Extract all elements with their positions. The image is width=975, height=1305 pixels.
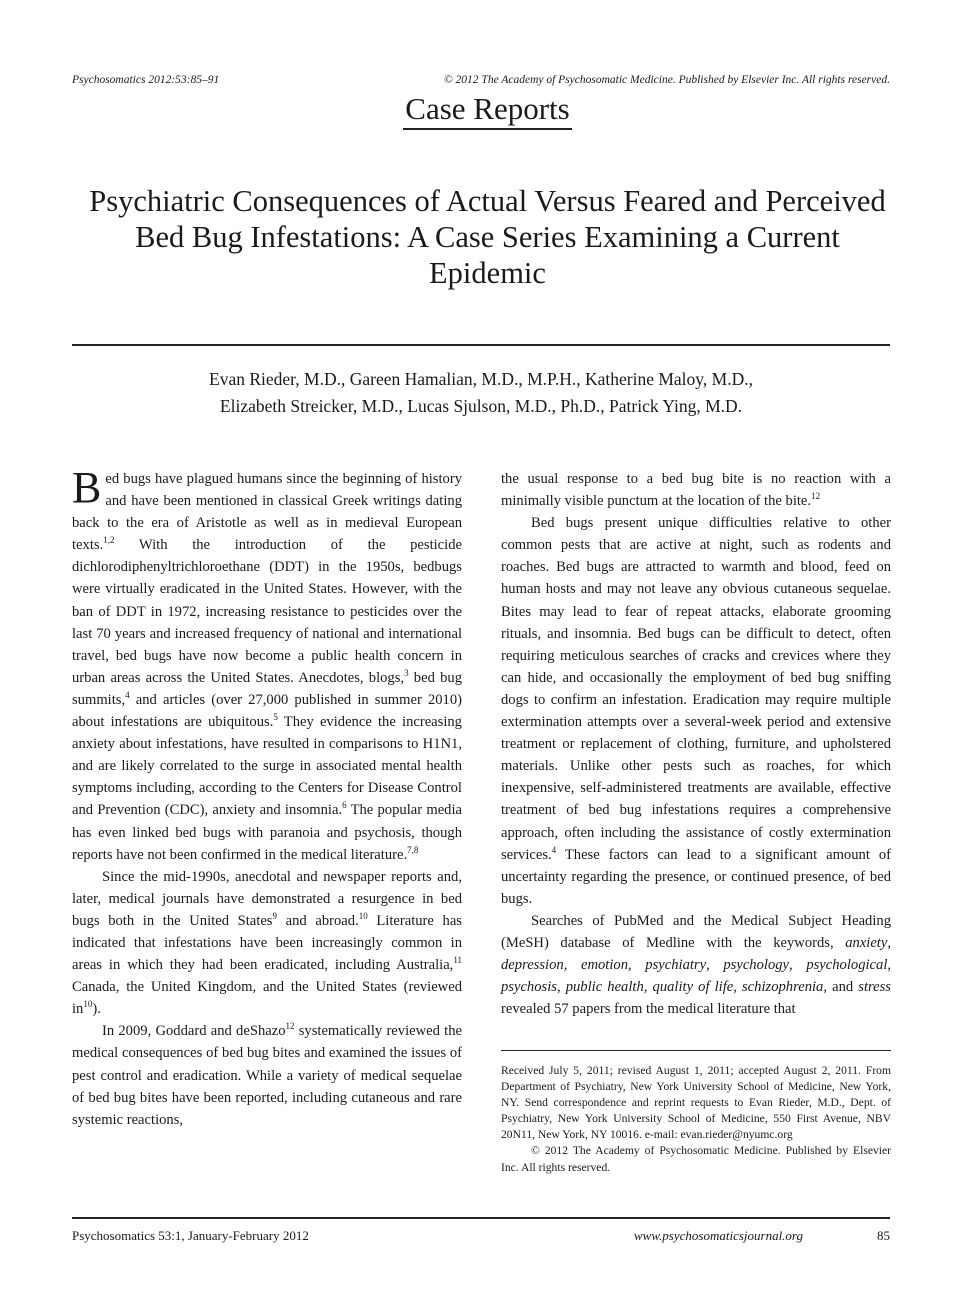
text-run: systematically reviewed the medical consequences of bed bug bites and examined the issues of pest control and eradication. While a variety of medical sequelae of bed bug bites have been reported, including cutaneous and rare systemic reactions, [72, 1023, 462, 1128]
citation-ref[interactable]: 6 [342, 800, 347, 811]
drop-cap: B [72, 463, 102, 512]
copyright-header: © 2012 The Academy of Psychosomatic Medicine. Published by Elsevier Inc. All rights reserved. [443, 74, 890, 86]
keyword: emotion [580, 957, 629, 974]
citation-ref[interactable]: 11 [453, 955, 462, 966]
text-run: revealed 57 papers from the medical literature that [501, 1001, 796, 1018]
paragraph-3-continued [501, 468, 891, 512]
text-run: In 2009, Goddard and deShazo [102, 1023, 286, 1040]
received-note: Received July 5, 2011; revised August 1, 2011; accepted August 2, 2011. From Department of Psychiatry, New York University School of Medicine, New York, NY. Send correspondence and reprint requests to Evan Rieder, M.D., Dept. of Psychiatry, New York University School of Medicine, 550 First Avenue, NBV 20N11, New York, NY 10016. e-mail: evan.rieder@nyumc.org [501, 1064, 891, 1142]
title-divider [72, 344, 890, 346]
text-run: ed bugs have plagued humans since the beginning of history and have been mentioned in classical Greek writings dating back to the era of Aristotle as well as in medieval European texts. [72, 471, 462, 554]
keyword: psychosis [501, 979, 557, 996]
text-run: Bed bugs present unique difficulties relative to other common pests that are active at night, such as rodents and roaches. Bed bugs are attracted to warmth and blood, feed on human hosts and may not leave any obvious cutaneous sequelae. Bites may lead to fear of repeat attacks, elaborate grooming rituals, and insomnia. Bed bugs can be difficult to detect, often requiring meticulous searches of cracks and crevices where they can hide, and occasionally the employment of bed bug sniffing dogs to confirm an infestation. Eradication may require multiple extermination attempts over a several-week period and extensive treatment or replacement of clothing, furniture, and upholstered materials. Unlike other pests such as roaches, for which inexpensive, self-administered treatments are available, effective treatment of bed bug infestations requires a comprehensive approach, often including the assistance of costly extermination services. [501, 515, 891, 863]
keyword: psychology [723, 957, 790, 974]
citation-ref[interactable]: 5 [273, 712, 278, 723]
citation-ref[interactable]: 12 [285, 1021, 295, 1032]
text-run: and abroad. [277, 912, 359, 929]
keyword: depression [501, 957, 564, 974]
footnote [501, 1063, 891, 1176]
footer-journal: Psychosomatics 53:1, January-February 2012 [72, 1228, 309, 1243]
citation-ref[interactable]: 10 [358, 910, 368, 921]
article-title: Psychiatric Consequences of Actual Versus Feared and Perceived Bed Bug Infestations: A Case Series Examining a Current Epidemic [89, 184, 886, 290]
paragraph-4 [501, 512, 891, 910]
citation-ref[interactable]: 4 [551, 844, 557, 855]
keyword: psychiatry [645, 957, 707, 974]
paragraph-2 [72, 866, 462, 1021]
body-column-right [501, 468, 891, 1020]
citation-ref[interactable]: 1,2 [103, 535, 115, 546]
body-column-left [72, 463, 462, 1131]
authors-line-2: Elizabeth Streicker, M.D., Lucas Sjulson, M.D., Ph.D., Patrick Ying, M.D. [219, 396, 743, 416]
text-run: They evidence the increasing anxiety about infestations, have resulted in comparisons to H1N1, and are likely correlated to the surge in associated mental health symptoms including, according to the Centers for Disease Control and Prevention (CDC), anxiety and insomnia. [72, 714, 462, 819]
text-run: Searches of PubMed and the Medical Subject Heading (MeSH) database of Medline with the keywords, [501, 912, 891, 951]
keyword: stress [858, 979, 891, 996]
paragraph-1 [72, 463, 462, 866]
text-run: Since the mid-1990s, anecdotal and newspaper reports and, later, medical journals have demonstrated a resurgence in bed bugs both in the United States [72, 868, 462, 929]
text-run: and articles (over 27,000 published in summer 2010) about infestations are ubiquitous. [72, 691, 462, 731]
citation-ref[interactable]: 9 [272, 910, 277, 921]
text-run: the usual response to a bed bug bite is no reaction with a minimally visible punctum at the location of the bite. [501, 471, 891, 510]
paragraph-3 [72, 1020, 462, 1130]
text-run: ). [92, 1001, 101, 1018]
citation-ref[interactable]: 12 [811, 491, 821, 502]
text-run: and [827, 979, 859, 996]
citation-ref[interactable]: 3 [404, 667, 409, 678]
citation-ref[interactable]: 4 [125, 689, 130, 700]
paragraph-5: Searches of PubMed and the Medical Subject Heading (MeSH) database of Medline with the keywords, anxiety, depression, emotion, psychiatry, psychology, psychological, psychosis, public health, quality of life, schizophrenia, and stress revealed 57 papers from the medical literature that [501, 912, 892, 1018]
section-label [0, 92, 975, 130]
footer-divider [72, 1217, 890, 1219]
keyword: psychological [806, 957, 888, 974]
citation-ref[interactable]: 7,8 [407, 844, 419, 855]
footnote-divider [501, 1050, 891, 1051]
keyword: public health [565, 979, 644, 996]
keyword: quality of life [652, 979, 734, 996]
text-run: Canada, the United Kingdom, and the United States (reviewed in [72, 979, 462, 1018]
text-run: bed bug summits, [72, 669, 462, 708]
text-run: With the introduction of the pesticide dichlorodiphenyltrichloroethane (DDT) in the 1950s, bedbugs were virtually eradicated in the United States. However, with the ban of DDT in 1972, increasing resistance to pesticides over the last 70 years and increased frequency of national and international travel, bed bugs have now become a public health concern in urban areas across the United States. Anecdotes, blogs, [72, 537, 462, 686]
keyword: schizophrenia, [742, 979, 827, 996]
citation-ref[interactable]: 10 [83, 999, 93, 1010]
footer-url-link[interactable]: www.psychosomaticsjournal.org [634, 1228, 804, 1243]
author-list [72, 366, 890, 420]
authors-line-1: Evan Rieder, M.D., Gareen Hamalian, M.D., M.P.H., Katherine Maloy, M.D., [209, 369, 753, 389]
text-run: The popular media has even linked bed bugs with paranoia and psychosis, though reports have not been confirmed in the medical literature. [72, 802, 462, 863]
footnote-copyright: © 2012 The Academy of Psychosomatic Medicine. Published by Elsevier Inc. All rights reserved. [501, 1144, 891, 1174]
keyword: anxiety [845, 934, 888, 951]
page-number: 85 [877, 1228, 890, 1243]
section-label-text: Case Reports [403, 92, 571, 130]
text-run: These factors can lead to a significant amount of uncertainty regarding the presence, or continued presence, of bed bugs. [501, 846, 891, 907]
journal-citation: Psychosomatics 2012:53:85–91 [72, 74, 220, 86]
text-run: Literature has indicated that infestations have been increasingly common in areas in which they had been eradicated, including Australia, [72, 912, 462, 974]
